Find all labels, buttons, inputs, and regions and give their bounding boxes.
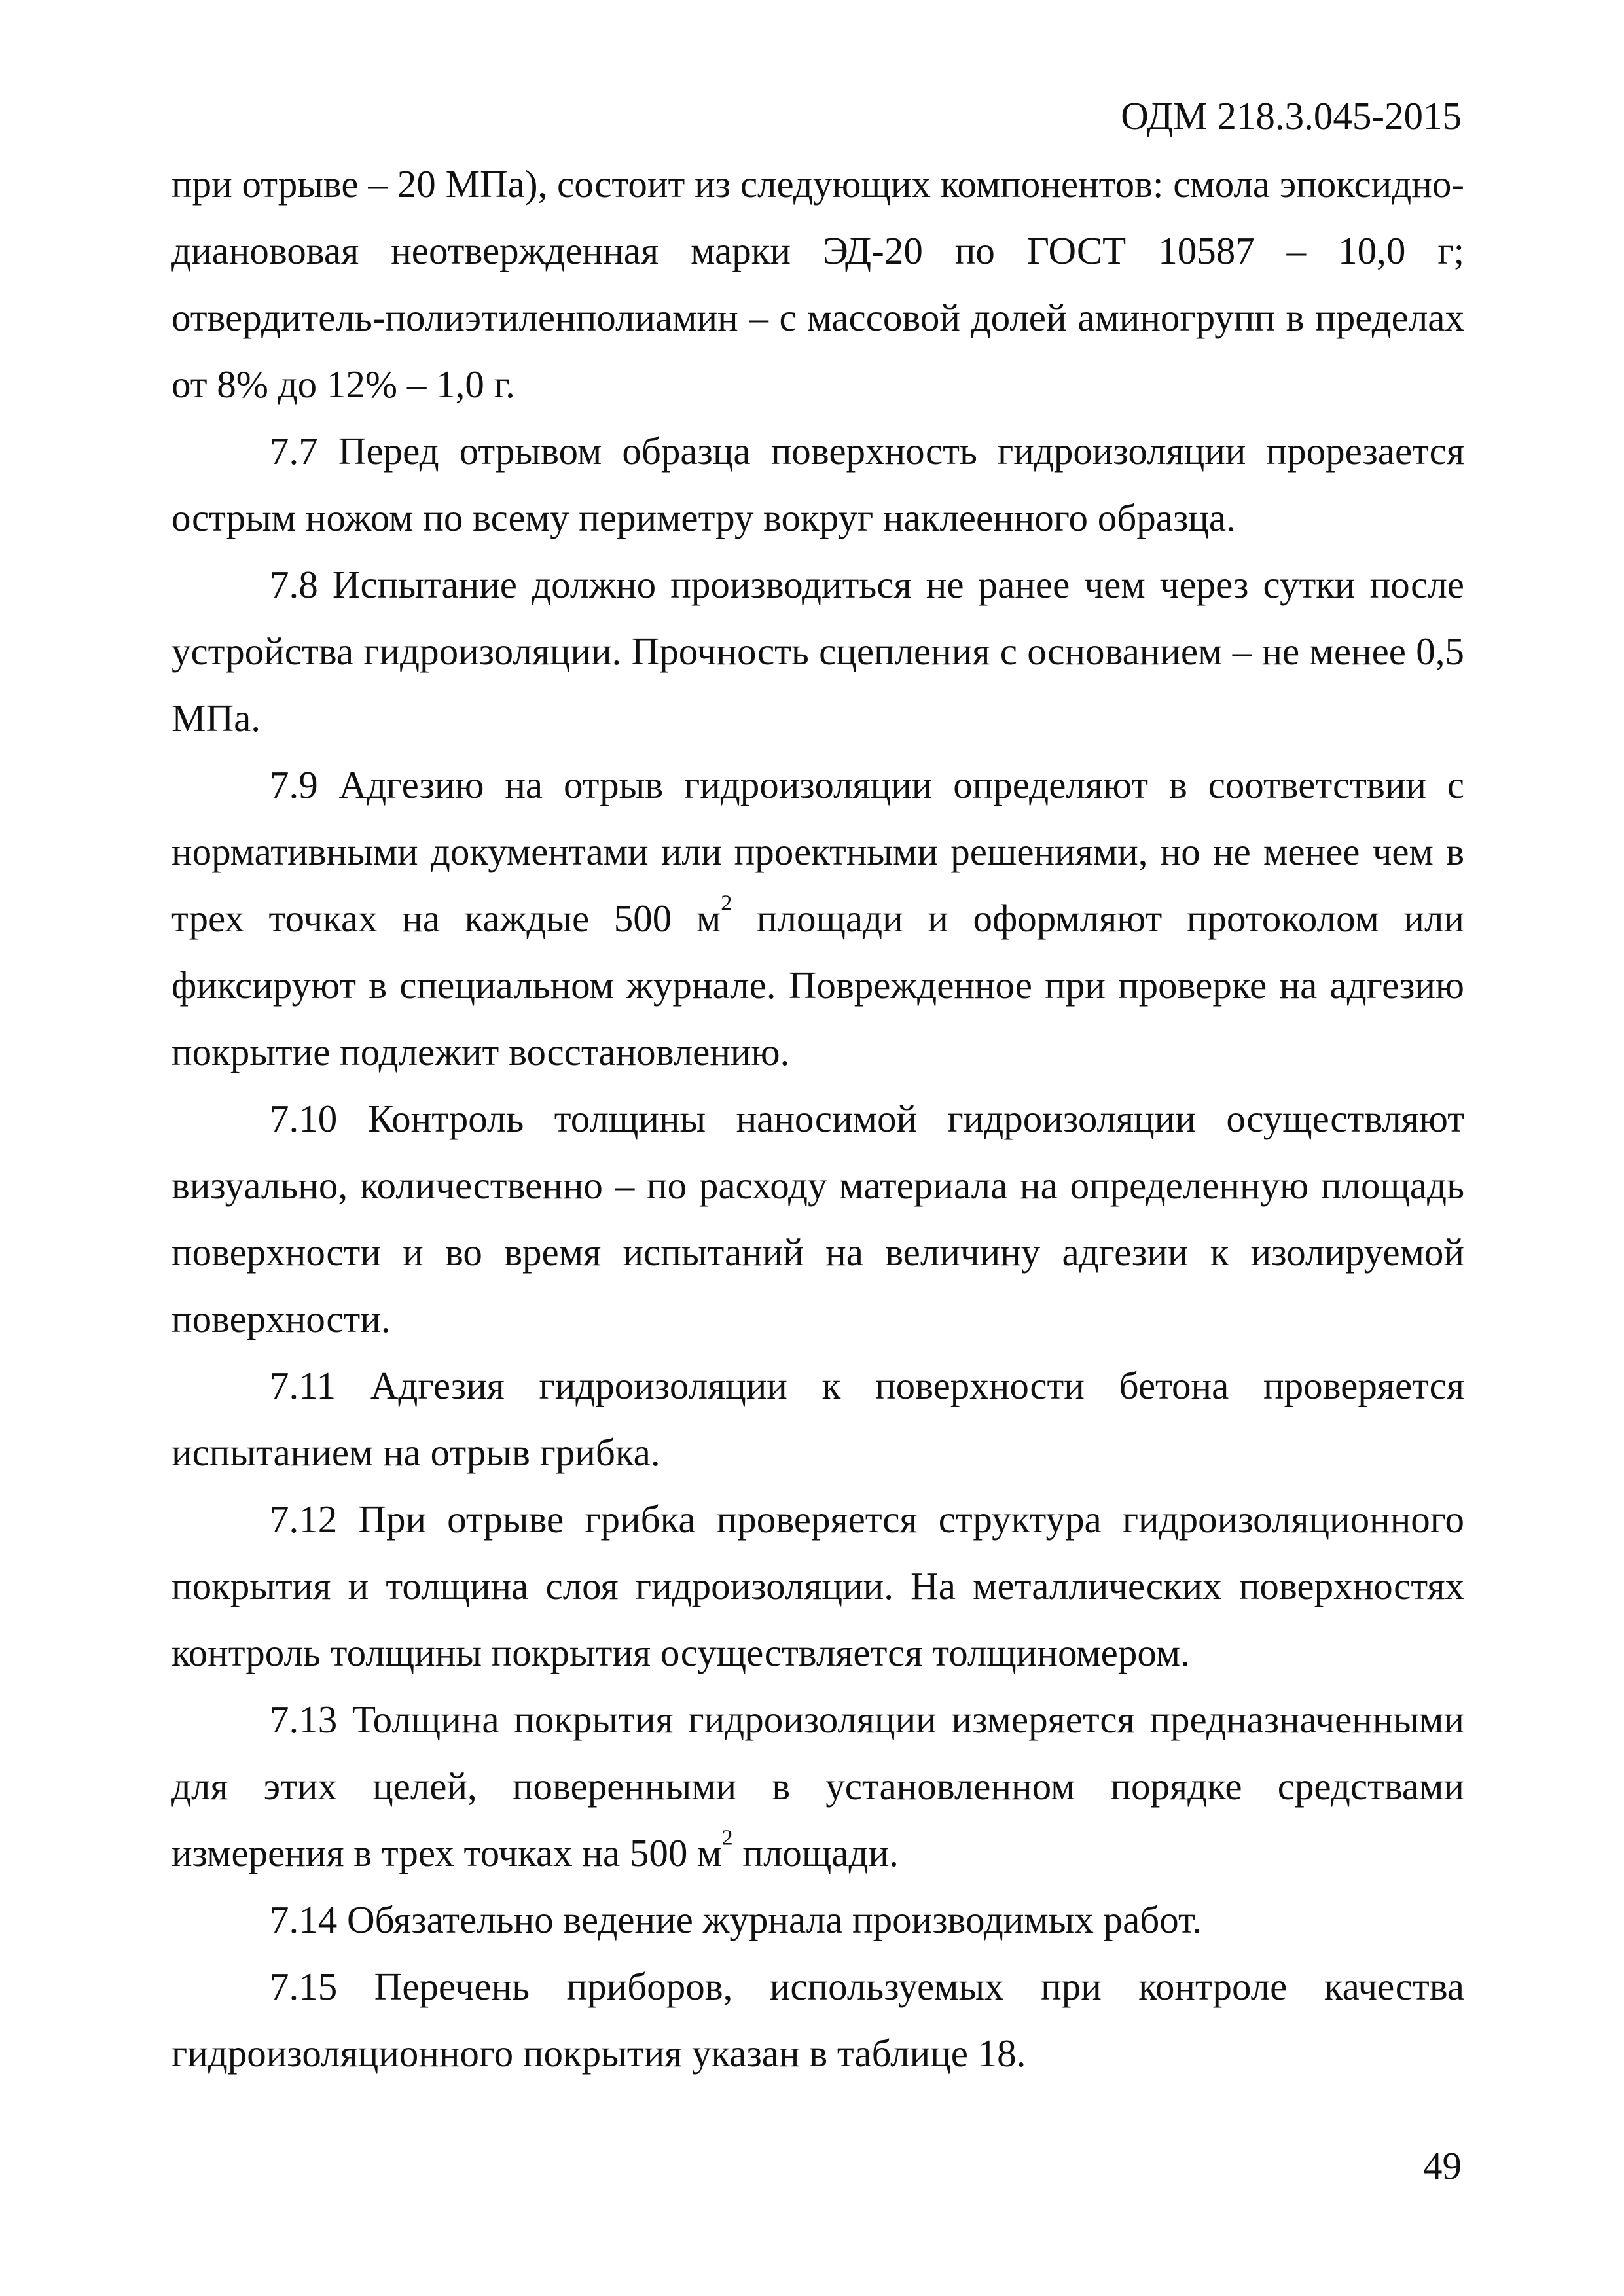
paragraph-7-13-text-after: площади.: [732, 1831, 899, 1874]
document-code: ОДМ 218.3.045-2015: [1121, 94, 1462, 137]
paragraph-7-15: 7.15 Перечень приборов, используемых при контроле качества гидроизоляционного покрытия указан в таблице 18.: [171, 1965, 1464, 2075]
paragraph-7-9-text-after: площади и оформляют протоколом или фиксируют в специальном журнале. Поврежденное при проверке на адгезию покрытие подлежит восстановлению.: [171, 897, 1464, 1073]
document-body: [171, 151, 1464, 2087]
paragraph-7-8: 7.8 Испытание должно производиться не ранее чем через сутки после устройства гидроизоляции. Прочность сцепления с основанием – не менее 0,5 МПа.: [171, 563, 1464, 740]
paragraph-7-7: 7.7 Перед отрывом образца поверхность гидроизоляции прорезается острым ножом по всему периметру вокруг наклеенного образца.: [171, 429, 1464, 539]
paragraph-7-13: [171, 1686, 1464, 1886]
paragraph-7-14: 7.14 Обязательно ведение журнала производимых работ.: [270, 1898, 1202, 1941]
superscript-squared: 2: [721, 891, 732, 916]
paragraph-7-9-text-before: 7.9 Адгезию на отрыв гидроизоляции определяют в соответствии с нормативными документами или проектными решениями, но не менее чем в трех точках на каждые 500 м: [171, 763, 1464, 940]
page-number: 49: [1423, 2144, 1462, 2187]
paragraph-7-10: 7.10 Контроль толщины наносимой гидроизоляции осуществляют визуально, количественно – по расходу материала на определенную площадь поверхности и во время испытаний на величину адгезии к изолируемой поверхности.: [171, 1097, 1464, 1340]
paragraph-7-9: [171, 751, 1464, 1085]
superscript-squared: 2: [721, 1825, 733, 1850]
paragraph-7-11: 7.11 Адгезия гидроизоляции к поверхности бетона проверяется испытанием на отрыв грибка.: [171, 1364, 1464, 1474]
paragraph-continuation: при отрыве – 20 МПа), состоит из следующих компонентов: смола эпоксидно-дианововая неотвержденная марки ЭД-20 по ГОСТ 10587 – 10,0 г; отвердитель-полиэтиленполиамин – с массовой долей аминогрупп в пределах от 8% до 12% – 1,0 г.: [171, 162, 1464, 406]
paragraph-7-12: 7.12 При отрыве грибка проверяется структура гидроизоляционного покрытия и толщина слоя гидроизоляции. На металлических поверхностях контроль толщины покрытия осуществляется толщиномером.: [171, 1498, 1464, 1674]
paragraph-7-13-text-before: 7.13 Толщина покрытия гидроизоляции измеряется предназначенными для этих целей, поверенными в установленном порядке средствами измерения в трех точках на 500 м: [171, 1698, 1464, 1874]
